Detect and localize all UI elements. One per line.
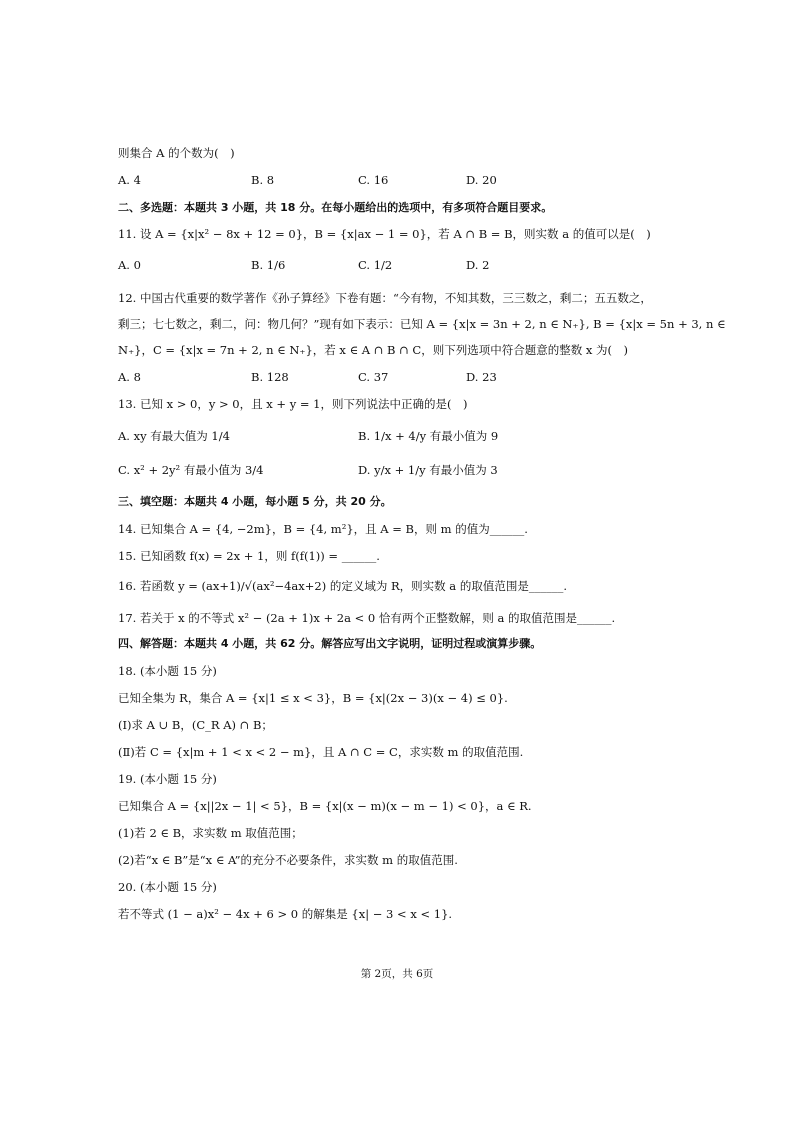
q10-options [118, 172, 688, 188]
q19-part-1: (1)若 2 ∈ B，求实数 m 取值范围； [118, 826, 303, 840]
q11-option-c: C. 1/2 [358, 258, 393, 272]
q17: 17. 若关于 x 的不等式 x² − (2a + 1)x + 2a < 0 恰有两个正整数解，则 a 的取值范围是______. [118, 611, 616, 625]
q13-option-b: B. 1/x + 4/y 有最小值为 9 [358, 429, 499, 443]
q10-option-c: C. 16 [358, 173, 389, 187]
q11-option-a: A. 0 [118, 258, 141, 272]
q12-option-a: A. 8 [118, 370, 141, 384]
q18-part-1: (Ⅰ)求 A ∪ B，(C_R A) ∩ B； [118, 718, 273, 732]
q13-option-c: C. x² + 2y² 有最小值为 3/4 [118, 463, 264, 477]
q12-line-1: 12. 中国古代重要的数学著作《孙子算经》下卷有题：“今有物，不知其数，三三数之，剩二；五五数之， [118, 291, 652, 305]
q10-option-d: D. 20 [466, 173, 497, 187]
q14: 14. 已知集合 A = {4, −2m}，B = {4, m²}，且 A = B，则 m 的值为______. [118, 522, 528, 536]
q11-option-b: B. 1/6 [251, 258, 286, 272]
q12-line-3: N₊}，C = {x|x = 7n + 2, n ∈ N₊}，若 x ∈ A ∩ B ∩ C，则下列选项中符合题意的整数 x 为( ) [118, 343, 628, 357]
q18-part-2: (Ⅱ)若 C = {x|m + 1 < x < 2 − m}，且 A ∩ C = C，求实数 m 的取值范围. [118, 745, 524, 759]
section-4-heading: 四、解答题：本题共 4 小题，共 62 分。解答应写出文字说明，证明过程或演算步骤。 [118, 637, 542, 650]
q12-line-2: 剩三；七七数之，剩二，问：物几何？”现有如下表示：已知 A = {x|x = 3n + 2, n ∈ N₊}, B = {x|x = 5n + 3, n ∈ [118, 317, 726, 331]
q13-option-a: A. xy 有最大值为 1/4 [118, 429, 230, 443]
q19-given: 已知集合 A = {x||2x − 1| < 5}，B = {x|(x − m)(x − m − 1) < 0}，a ∈ R. [118, 799, 532, 813]
q11-options [118, 257, 688, 273]
q19-title: 19. (本小题 15 分) [118, 772, 217, 786]
section-3-heading: 三、填空题：本题共 4 小题，每小题 5 分，共 20 分。 [118, 495, 392, 508]
q12-option-d: D. 23 [466, 370, 497, 384]
q13-options-row-1 [118, 428, 688, 444]
q16: 16. 若函数 y = (ax+1)/√(ax²−4ax+2) 的定义域为 R，则实数 a 的取值范围是______. [118, 579, 567, 593]
q13-stem: 13. 已知 x > 0，y > 0，且 x + y = 1，则下列说法中正确的是( ) [118, 397, 468, 411]
section-2-heading: 二、多选题：本题共 3 小题，共 18 分。在每小题给出的选项中，有多项符合题目要求。 [118, 201, 553, 214]
q18-title: 18. (本小题 15 分) [118, 664, 217, 678]
q19-part-2: (2)若“x ∈ B”是“x ∈ A”的充分不必要条件，求实数 m 的取值范围. [118, 853, 458, 867]
q13-option-d: D. y/x + 1/y 有最小值为 3 [358, 463, 498, 477]
q18-given: 已知全集为 R，集合 A = {x|1 ≤ x < 3}，B = {x|(2x − 3)(x − 4) ≤ 0}. [118, 691, 508, 705]
q11-option-d: D. 2 [466, 258, 490, 272]
q20-title: 20. (本小题 15 分) [118, 880, 217, 894]
q10-stem: 则集合 A 的个数为( ) [118, 146, 235, 160]
q10-option-a: A. 4 [118, 173, 141, 187]
q12-option-b: B. 128 [251, 370, 289, 384]
q12-options [118, 369, 688, 385]
page-footer: 第 2页，共 6页 [360, 968, 434, 980]
q11-stem: 11. 设 A = {x|x² − 8x + 12 = 0}，B = {x|ax − 1 = 0}，若 A ∩ B = B，则实数 a 的值可以是( ) [118, 227, 651, 241]
q13-options-row-2 [118, 462, 688, 478]
q10-option-b: B. 8 [251, 173, 275, 187]
q20-given: 若不等式 (1 − a)x² − 4x + 6 > 0 的解集是 {x| − 3 < x < 1}. [118, 907, 453, 921]
q15: 15. 已知函数 f(x) = 2x + 1，则 f(f(1)) = ______. [118, 549, 380, 563]
q12-option-c: C. 37 [358, 370, 389, 384]
